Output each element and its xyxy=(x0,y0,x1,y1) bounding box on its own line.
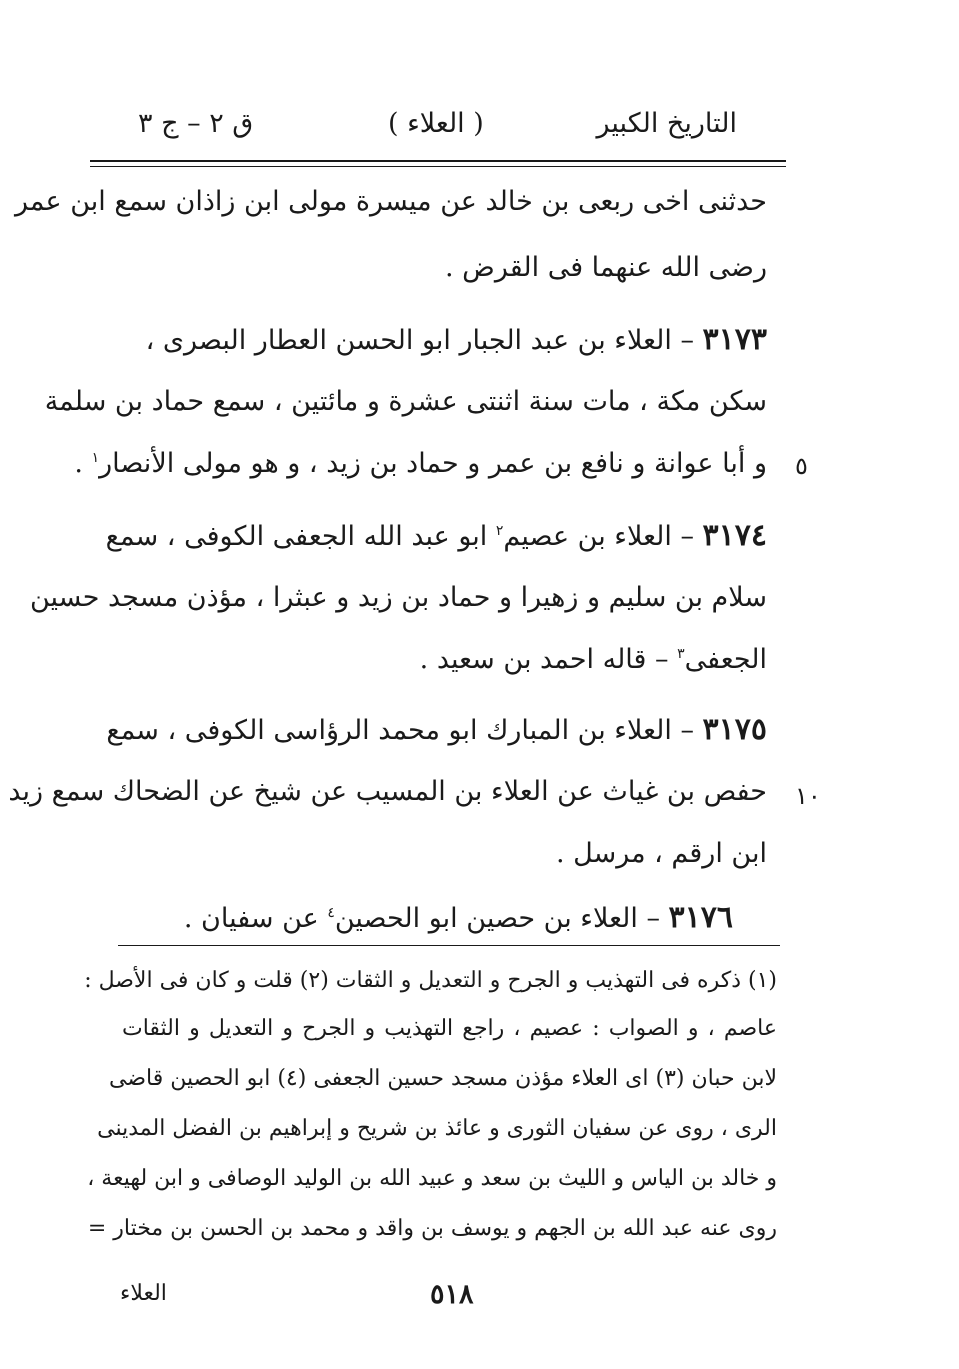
header-rule-thin xyxy=(90,166,786,167)
entry-3175-line-3: ابن ارقم ، مرسل . xyxy=(555,838,767,869)
page-number: ٥١٨ xyxy=(430,1279,474,1310)
footnote-marker: ٢ xyxy=(495,523,504,539)
entry-3174-line-2: سلام بن سليم و زهيرا و حماد بن زيد و عبثرا ، مؤذن مسجد حسين xyxy=(29,582,767,613)
entry-3174-line-3 xyxy=(420,644,767,676)
footnote-line-3: لابن حبان (٣) اى العلاء مؤذن مسجد حسين الجعفى (٤) ابو الحصين قاضى xyxy=(109,1066,777,1091)
entry-text: – العلاء بن عبد الجبار ابو الحسن العطار البصرى ، xyxy=(145,325,694,356)
footnote-line-2: عاصم ، و الصواب : عصيم ، راجع التهذيب و الجرح و التعديل و الثقات xyxy=(122,1016,777,1041)
entry-text-end: – قاله احمد بن سعيد . xyxy=(419,644,678,675)
entry-text: الجعفى xyxy=(684,644,767,675)
footnote-line-6: روى عنه عبد الله بن الجهم و يوسف بن واقد و محمد بن الحسن بن مختار = xyxy=(87,1216,777,1241)
entry-text-end: ابو عبد الله الجعفى الكوفى ، سمع xyxy=(105,521,496,552)
footnote-line-1: (١) ذكره فى التهذيب و الجرح و التعديل و الثقات (٢) قلت و كان فى الأصل : xyxy=(84,968,777,993)
footnote-marker: ١ xyxy=(91,450,100,466)
header-rule xyxy=(90,160,786,162)
entry-text: – العلاء بن المبارك ابو محمد الرؤاسى الكوفى ، سمع xyxy=(106,715,694,746)
running-header-volume: ق ٢ – ج ٣ xyxy=(138,108,254,139)
entry-number: ٣١٧٤ xyxy=(702,518,767,553)
entry-number: ٣١٧٥ xyxy=(702,712,767,747)
entry-3175-line-1 xyxy=(106,712,767,748)
footnote-marker: ٤ xyxy=(327,905,335,921)
margin-line-number: ١٠ xyxy=(795,782,821,810)
running-header-section: ( العلاء ) xyxy=(388,108,484,139)
entry-3173-line-2: سكن مكة ، مات سنة اثنتى عشرة و مائتين ، سمع حماد بن سلمة xyxy=(44,386,767,417)
footnote-rule xyxy=(118,945,780,946)
entry-number: ٣١٧٣ xyxy=(702,322,767,357)
catchword: العلاء xyxy=(120,1281,167,1306)
footnote-marker: ٣ xyxy=(677,646,685,662)
entry-3173-line-1 xyxy=(146,322,767,358)
entry-3174-line-1 xyxy=(106,518,767,554)
running-header-title: التاريخ الكبير xyxy=(596,108,737,139)
entry-3173-line-3 xyxy=(74,448,767,480)
entry-3175-line-2: حفص بن غياث عن العلاء بن المسيب عن شيخ عن الضحاك سمع زيد xyxy=(8,776,767,807)
text-line-1: حدثنى اخى ربعى بن خالد عن ميسرة مولى ابن زاذان سمع ابن عمر xyxy=(15,186,767,217)
entry-text-end: . xyxy=(74,448,92,479)
footnote-line-4: الرى ، روى عن سفيان الثورى و عائذ بن شريح و إبراهيم بن الفضل المدينى xyxy=(97,1116,777,1141)
entry-text: و أبا عوانة و نافع بن عمر و حماد بن زيد ، و هو مولى الأنصار xyxy=(99,448,767,479)
text-line-2: رضى الله عنهما فى القرض . xyxy=(445,252,767,283)
entry-text-end: عن سفيان . xyxy=(183,903,328,934)
footnote-line-5: و خالد بن الياس و الليث بن سعد و عبيد الله بن الوليد الوصافى و ابن لهيعة ، xyxy=(87,1166,777,1191)
entry-text: – العلاء بن عصيم xyxy=(503,521,694,552)
entry-number: ٣١٧٦ xyxy=(668,900,733,935)
margin-line-number: ٥ xyxy=(795,452,808,480)
entry-3176-line-1 xyxy=(184,900,733,936)
entry-text: – العلاء بن حصين ابو الحصين xyxy=(334,903,660,934)
